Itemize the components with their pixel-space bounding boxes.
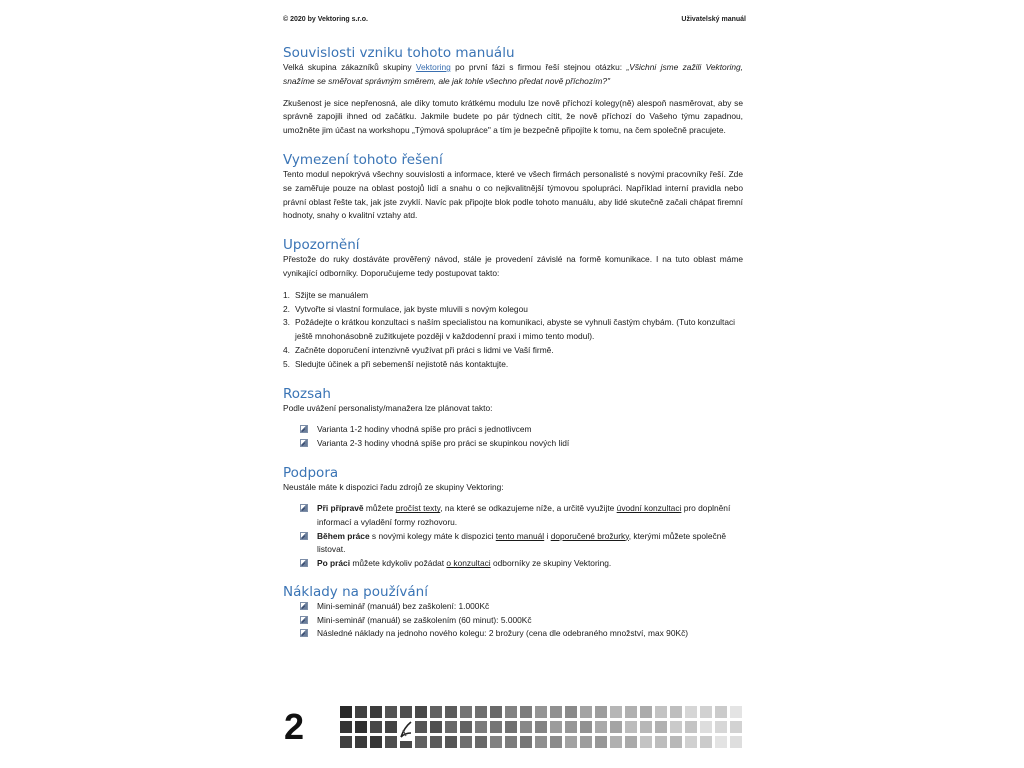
list-text: Sžijte se manuálem xyxy=(295,289,369,300)
section-title-vymezeni: Vymezení tohoto řešení xyxy=(283,151,443,168)
text-run: s novými kolegy máte k dispozici xyxy=(369,530,496,541)
pattern-cell xyxy=(550,736,562,748)
pattern-cell xyxy=(640,736,652,748)
list-number: 3. xyxy=(283,317,290,328)
pattern-cell xyxy=(655,706,667,718)
spacer xyxy=(283,281,743,289)
bold-run: Při přípravě xyxy=(317,503,364,514)
text-run: můžete kdykoliv požádat xyxy=(350,557,447,568)
pattern-cell xyxy=(670,736,682,748)
pattern-cell xyxy=(370,706,382,718)
text-run: můžete xyxy=(363,503,396,514)
list-item xyxy=(283,316,743,344)
pattern-cell xyxy=(550,706,562,718)
pattern-cell xyxy=(490,721,502,733)
list-text: Začněte doporučení intenzivně využívat při práci s lidmi ve Vaší firmě. xyxy=(295,344,554,355)
pattern-cell xyxy=(610,706,622,718)
pattern-cell xyxy=(655,721,667,733)
pattern-cell xyxy=(445,721,457,733)
spacer xyxy=(283,89,743,97)
pattern-cell xyxy=(475,706,487,718)
pattern-cell xyxy=(655,736,667,748)
intro-consultation-link[interactable]: úvodní konzultaci xyxy=(616,503,682,514)
section-paragraph: Podle uvážení personalisty/manažera lze plánovat takto: xyxy=(283,402,493,413)
list-text xyxy=(317,557,611,571)
section-paragraph: Neustále máte k dispozici řadu zdrojů ze skupiny Vektoring: xyxy=(283,481,504,492)
list-item xyxy=(300,423,743,437)
pattern-cell xyxy=(370,721,382,733)
pattern-cell xyxy=(520,706,532,718)
pattern-cell xyxy=(520,721,532,733)
list-item xyxy=(300,627,743,641)
pattern-cell xyxy=(670,721,682,733)
section-paragraph: Tento modul nepokrývá všechny souvislosti a informace, které ve všech firmách personalisté s novými pracovníky řeší. Zde se zaměřuje pouze na oblast postojů lidí a snahu o co nejkvalitnější týmovou spolupráci. Například interní pravidla nebo právní oblast řešte tak, jak jste zvyklí. Navíc pak připojte blok podle tohoto manuálu, aby lidé skutečně začali chápat firemní hodnoty, snahy o kvalitní vztahy atd. xyxy=(283,168,743,221)
pattern-cell xyxy=(610,721,622,733)
pattern-cell xyxy=(445,706,457,718)
manual-link[interactable]: tento manuál xyxy=(495,530,545,541)
pattern-cell xyxy=(640,721,652,733)
section-title-rozsah: Rozsah xyxy=(283,385,331,402)
pattern-cell xyxy=(475,721,487,733)
bullet-icon xyxy=(300,439,308,447)
pattern-cell xyxy=(580,736,592,748)
pattern-cell xyxy=(625,736,637,748)
pattern-cell xyxy=(565,706,577,718)
pattern-cell xyxy=(460,706,472,718)
list-item xyxy=(283,358,743,372)
bold-run: Během práce xyxy=(317,530,370,541)
pattern-cell xyxy=(700,706,712,718)
pattern-cell xyxy=(565,721,577,733)
pattern-cell xyxy=(460,721,472,733)
spacer xyxy=(283,494,743,502)
text-run: , na které se odkazujeme níže, a určitě využijte xyxy=(440,503,617,514)
text-run: pro doplnění informací a vyladění formy rozhovoru. xyxy=(317,503,731,527)
pattern-cell xyxy=(340,736,352,748)
pattern-cell xyxy=(565,736,577,748)
text-run: odborníky ze skupiny Vektoring. xyxy=(490,557,612,568)
pattern-cell xyxy=(415,706,427,718)
text-run: , kterými můžete společně listovat. xyxy=(317,530,727,555)
pattern-cell xyxy=(715,706,727,718)
list-text: Požádejte o krátkou konzultaci s naším specialistou na komunikaci, abyste se vyhnuli častým chybám. (Tuto konzultaci ještě mnohonásobně zužitkujete později v každodenní praxi i mimo tento modul). xyxy=(295,317,736,342)
pattern-cell xyxy=(700,721,712,733)
list-number: 1. xyxy=(283,289,290,300)
pattern-cell xyxy=(685,706,697,718)
pattern-cell xyxy=(430,736,442,748)
bullet-icon xyxy=(300,425,308,433)
vektoring-logo-icon xyxy=(398,719,414,741)
list-item xyxy=(283,303,743,317)
pattern-cell xyxy=(610,736,622,748)
pattern-cell xyxy=(550,721,562,733)
list-number: 4. xyxy=(283,344,290,355)
pattern-cell xyxy=(535,706,547,718)
texts-link[interactable]: pročíst texty xyxy=(395,503,441,514)
section-title-podpora: Podpora xyxy=(283,464,339,481)
vektoring-link[interactable]: Vektoring xyxy=(415,62,451,72)
list-text xyxy=(317,502,743,529)
pattern-cell xyxy=(415,721,427,733)
list-item xyxy=(300,502,743,529)
spacer xyxy=(283,415,743,423)
pattern-cell xyxy=(730,736,742,748)
section-paragraph: Přestože do ruky dostáváte prověřený návod, stále je provedení závislé na formě komunikace. I na tuto oblast máme vynikající odborníky. Doporučujeme tedy postupovat takto: xyxy=(283,254,743,278)
pattern-cell xyxy=(505,721,517,733)
document-page xyxy=(283,14,746,764)
pattern-cell xyxy=(340,721,352,733)
list-item xyxy=(300,557,743,571)
pattern-cell xyxy=(400,706,412,718)
list-item xyxy=(300,437,743,451)
quote-text: „Všichni jsme zažili Vektoring, snažíme se směřovat správným směrem, ale jak tohle všechno předat nově příchozím?" xyxy=(283,62,743,86)
pattern-cell xyxy=(385,736,397,748)
pattern-cell xyxy=(625,706,637,718)
section-title-souvislosti: Souvislosti vzniku tohoto manuálu xyxy=(283,45,515,61)
pattern-cell xyxy=(505,706,517,718)
list-number: 5. xyxy=(283,358,290,369)
pattern-cell xyxy=(355,736,367,748)
list-text: Varianta 2-3 hodiny vhodná spíše pro práci se skupinkou nových lidí xyxy=(317,437,570,448)
section-title-naklady: Náklady na používání xyxy=(283,584,428,601)
list-item xyxy=(300,600,743,614)
pattern-cell xyxy=(685,721,697,733)
list-number: 2. xyxy=(283,303,290,314)
pattern-cell xyxy=(535,736,547,748)
pattern-cell xyxy=(700,736,712,748)
pattern-cell xyxy=(640,706,652,718)
pattern-cell xyxy=(460,736,472,748)
pattern-cell xyxy=(355,721,367,733)
pattern-cell xyxy=(595,721,607,733)
pattern-cell xyxy=(715,736,727,748)
list-text: Následné náklady na jednoho nového kolegu: 2 brožury (cena dle odebraného množství, max 90Kč) xyxy=(317,628,689,639)
bullet-icon xyxy=(300,532,308,540)
list-text: Varianta 1-2 hodiny vhodná spíše pro práci s jednotlivcem xyxy=(317,424,532,435)
bullet-icon xyxy=(300,559,308,567)
text-run: i xyxy=(544,530,551,541)
list-text: Vytvořte si vlastní formulace, jak byste mluvili s novým kolegou xyxy=(295,303,528,314)
pattern-cell xyxy=(580,721,592,733)
pattern-cell xyxy=(445,736,457,748)
header-doc-title: Uživatelský manuál xyxy=(681,16,746,23)
bullet-icon xyxy=(300,504,308,512)
bullet-icon xyxy=(300,616,308,624)
numbered-list xyxy=(283,289,743,372)
pattern-cell xyxy=(490,706,502,718)
pattern-cell xyxy=(670,706,682,718)
section-title-upozorneni: Upozornění xyxy=(283,237,360,254)
bullet-list xyxy=(283,600,743,641)
pattern-cell xyxy=(475,736,487,748)
pattern-cell xyxy=(385,706,397,718)
pattern-cell xyxy=(685,736,697,748)
section-paragraph: Zkušenost je sice nepřenosná, ale díky tomuto krátkému modulu lze nově příchozí kolegy(ně) alespoň nasměrovat, aby se správně zapojili ihned od začátku. Jakmile budete po pár týdnech cítit, že nově příchozí do Vašeho týmu zapadnou, umožněte jim účast na workshopu „Týmová spolupráce" a tím je bezpečně připojíte k tomu, na čem společně pracujete. xyxy=(283,97,743,136)
section-paragraph xyxy=(283,61,743,89)
pattern-cell xyxy=(595,706,607,718)
pattern-cell xyxy=(430,721,442,733)
pattern-cell xyxy=(715,721,727,733)
pattern-cell xyxy=(355,706,367,718)
pattern-cell xyxy=(490,736,502,748)
text-run: po první fázi s firmou řeší stejnou otázku: xyxy=(450,62,627,72)
list-text xyxy=(317,530,743,557)
pattern-cell xyxy=(520,736,532,748)
pattern-cell xyxy=(580,706,592,718)
brochures-link[interactable]: doporučené brožurky xyxy=(550,530,629,541)
bullet-icon xyxy=(300,629,308,637)
list-text: Sledujte účinek a při sebemenší nejistotě nás kontaktujte. xyxy=(295,358,509,369)
list-item xyxy=(300,530,743,557)
pattern-cell xyxy=(385,721,397,733)
pattern-cell xyxy=(340,706,352,718)
consultation-link[interactable]: o konzultaci xyxy=(446,557,491,568)
pattern-cell xyxy=(595,736,607,748)
list-item xyxy=(283,289,743,303)
list-text: Mini-seminář (manuál) bez zaškolení: 1.000Kč xyxy=(317,601,490,612)
bullet-list xyxy=(283,423,743,450)
list-text: Mini-seminář (manuál) se zaškolením (60 minut): 5.000Kč xyxy=(317,614,532,625)
pattern-cell xyxy=(730,706,742,718)
list-item xyxy=(283,344,743,358)
bullet-list xyxy=(283,502,743,570)
page-header xyxy=(283,16,746,23)
pattern-cell xyxy=(730,721,742,733)
text-run: Velká skupina zákazníků skupiny xyxy=(283,62,416,72)
pattern-cell xyxy=(505,736,517,748)
pattern-cell xyxy=(430,706,442,718)
bullet-icon xyxy=(300,602,308,610)
page-number: 2 xyxy=(284,706,305,747)
pattern-cell xyxy=(370,736,382,748)
header-copyright: © 2020 by Vektoring s.r.o. xyxy=(283,16,368,23)
pattern-cell xyxy=(415,736,427,748)
bold-run: Po práci xyxy=(317,557,351,568)
pattern-cell xyxy=(535,721,547,733)
list-item xyxy=(300,614,743,628)
pattern-cell xyxy=(625,721,637,733)
logo-glyph xyxy=(398,719,414,741)
